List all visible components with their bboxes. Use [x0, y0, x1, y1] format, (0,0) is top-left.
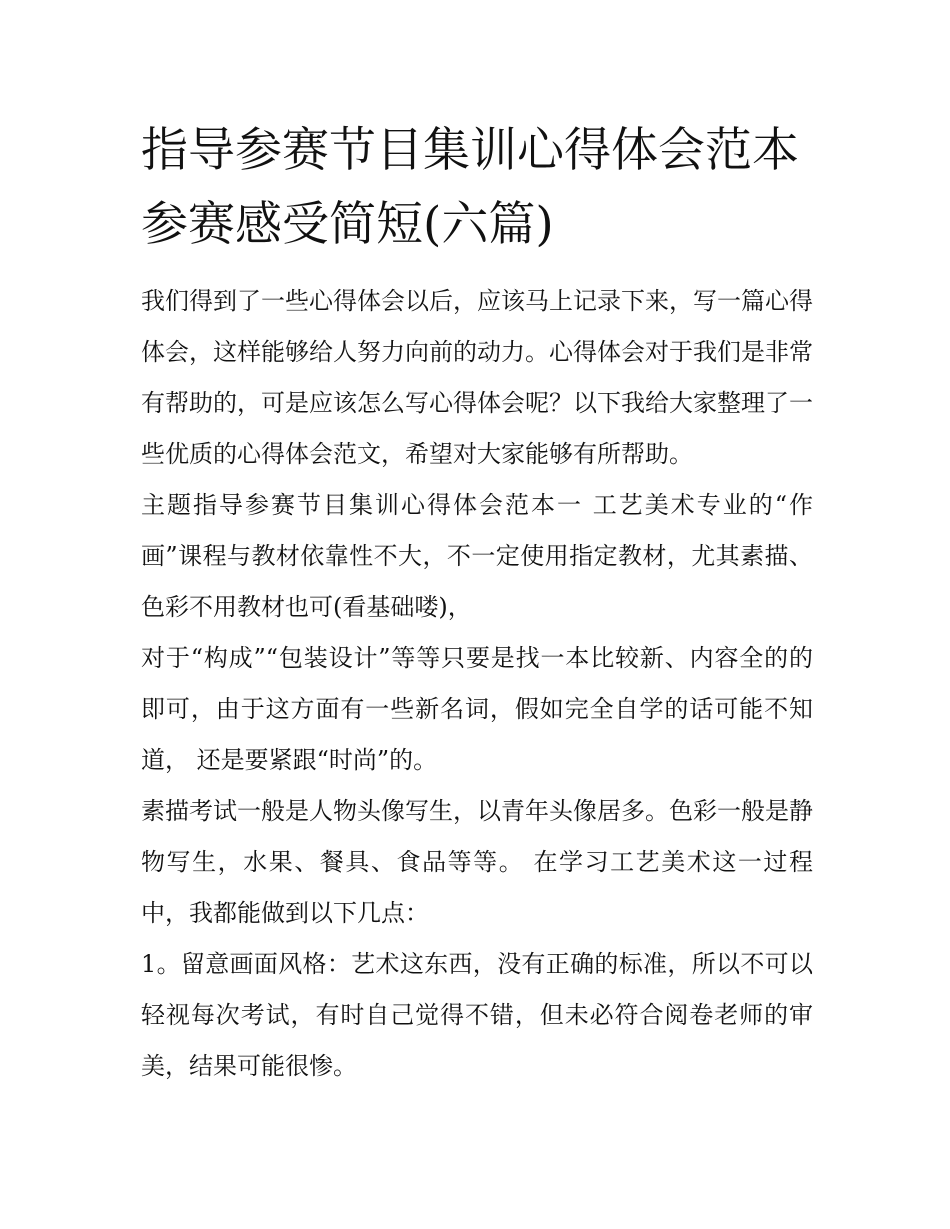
document-title: 指导参赛节目集训心得体会范本 参赛感受简短(六篇): [141, 123, 799, 252]
body-paragraph: 主题指导参赛节目集训心得体会范本一 工艺美术专业的“作画”课程与教材依靠性不大，不一定使用指定教材，尤其素描、色彩不用教材也可(看基础喽)，: [141, 491, 813, 621]
list-item-paragraph: 1。留意画面风格：艺术这东西，没有正确的标准，所以不可以轻视每次考试，有时自己觉得不错，但未必符合阅卷老师的审美，结果可能很惨。: [141, 950, 813, 1080]
intro-paragraph: 我们得到了一些心得体会以后，应该马上记录下来，写一篇心得体会，这样能够给人努力向前的动力。心得体会对于我们是非常有帮助的，可是应该怎么写心得体会呢？以下我给大家整理了一些优质的心得体会范文，希望对大家能够有所帮助。: [141, 287, 813, 468]
body-paragraph: 对于“构成”“包装设计”等等只要是找一本比较新、内容全的的即可，由于这方面有一些新名词，假如完全自学的话可能不知道， 还是要紧跟“时尚”的。: [141, 644, 813, 774]
document-page: [141, 114, 813, 1092]
body-paragraph: 素描考试一般是人物头像写生，以青年头像居多。色彩一般是静物写生，水果、餐具、食品等等。 在学习工艺美术这一过程中，我都能做到以下几点：: [141, 797, 813, 927]
